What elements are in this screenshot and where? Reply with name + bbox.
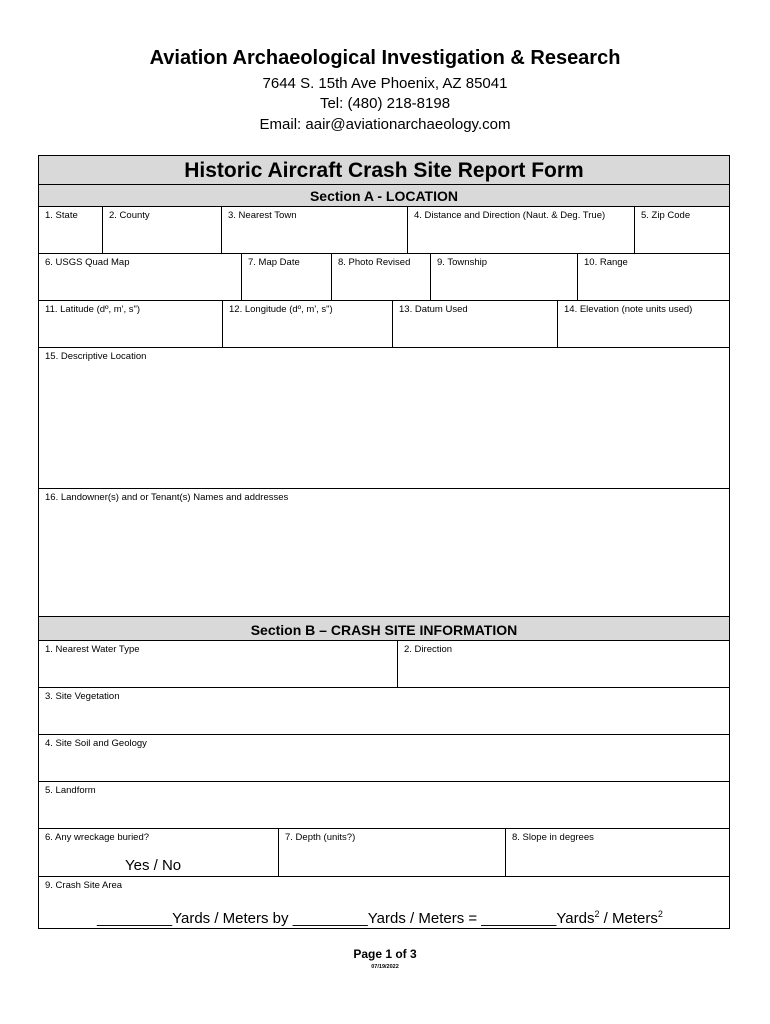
area-text-2: Yards / Meters = xyxy=(367,910,482,927)
wreckage-row xyxy=(39,829,729,877)
zip-code-label: 5. Zip Code xyxy=(641,210,691,221)
organization-email: Email: aair@aviationarchaeology.com xyxy=(259,116,511,133)
direction-label: 2. Direction xyxy=(404,644,453,655)
nearest-town-field[interactable] xyxy=(221,207,407,253)
elevation-field[interactable] xyxy=(557,301,729,347)
slope-label: 8. Slope in degrees xyxy=(512,832,594,843)
crash-area-row xyxy=(39,877,729,929)
county-field[interactable] xyxy=(102,207,221,253)
distance-direction-field[interactable] xyxy=(407,207,634,253)
landform-field[interactable] xyxy=(39,782,729,828)
vegetation-row xyxy=(39,688,729,735)
county-label: 2. County xyxy=(109,210,150,221)
longitude-field[interactable] xyxy=(222,301,392,347)
soil-row xyxy=(39,735,729,782)
area-blank-3[interactable]: _________ xyxy=(481,910,557,927)
section-a-heading: Section A - LOCATION xyxy=(39,185,729,207)
site-soil-label: 4. Site Soil and Geology xyxy=(45,738,147,749)
location-row-3 xyxy=(39,301,729,348)
map-date-label: 7. Map Date xyxy=(248,257,300,268)
photo-revised-field[interactable] xyxy=(331,254,430,300)
yes-no-choice[interactable]: Yes / No xyxy=(125,857,182,874)
datum-used-field[interactable] xyxy=(392,301,557,347)
crash-site-area-label: 9. Crash Site Area xyxy=(45,880,123,891)
elevation-label: 14. Elevation (note units used) xyxy=(564,304,693,315)
water-row xyxy=(39,641,729,688)
area-text-4: / Meters xyxy=(599,910,658,927)
form-title: Historic Aircraft Crash Site Report Form xyxy=(39,156,729,185)
photo-revised-label: 8. Photo Revised xyxy=(338,257,411,268)
township-field[interactable] xyxy=(430,254,577,300)
location-row-2 xyxy=(39,254,729,301)
site-soil-field[interactable] xyxy=(39,735,729,781)
site-vegetation-field[interactable] xyxy=(39,688,729,734)
state-field[interactable] xyxy=(39,207,102,253)
landform-label: 5. Landform xyxy=(45,785,96,796)
area-blank-2[interactable]: _________ xyxy=(292,910,368,927)
slope-field[interactable] xyxy=(505,829,729,876)
longitude-label: 12. Longitude (dº, m', s") xyxy=(229,304,333,315)
descriptive-location-field[interactable] xyxy=(39,348,729,488)
state-label: 1. State xyxy=(45,210,78,221)
revision-date: 07/19/2022 xyxy=(371,964,399,970)
area-blank-1[interactable]: _________ xyxy=(97,910,173,927)
nearest-town-label: 3. Nearest Town xyxy=(228,210,297,221)
descriptive-location-row xyxy=(39,348,729,489)
square-superscript-2: 2 xyxy=(657,909,663,919)
depth-label: 7. Depth (units?) xyxy=(285,832,356,843)
range-label: 10. Range xyxy=(584,257,628,268)
crash-site-area-line xyxy=(97,909,663,927)
latitude-field[interactable] xyxy=(39,301,222,347)
descriptive-location-label: 15. Descriptive Location xyxy=(45,351,147,362)
landform-row xyxy=(39,782,729,829)
usgs-quad-map-field[interactable] xyxy=(39,254,241,300)
landowners-field[interactable] xyxy=(39,489,729,616)
organization-phone: Tel: (480) 218-8198 xyxy=(319,95,451,112)
site-vegetation-label: 3. Site Vegetation xyxy=(45,691,120,702)
organization-address: 7644 S. 15th Ave Phoenix, AZ 85041 xyxy=(262,75,508,92)
datum-used-label: 13. Datum Used xyxy=(399,304,468,315)
square-superscript-1: 2 xyxy=(594,909,600,919)
depth-field[interactable] xyxy=(278,829,505,876)
crash-site-area-field[interactable] xyxy=(39,877,729,929)
wreckage-buried-label: 6. Any wreckage buried? xyxy=(45,832,150,843)
organization-name: Aviation Archaeological Investigation & Research xyxy=(149,47,621,69)
township-label: 9. Township xyxy=(437,257,487,268)
area-text-3: Yards xyxy=(556,910,595,927)
landowners-label: 16. Landowner(s) and or Tenant(s) Names and addresses xyxy=(45,492,289,503)
usgs-quad-map-label: 6. USGS Quad Map xyxy=(45,257,130,268)
crash-site-report-form xyxy=(38,155,730,929)
location-row-1 xyxy=(39,207,729,254)
nearest-water-type-field[interactable] xyxy=(39,641,397,687)
section-b-heading: Section B – CRASH SITE INFORMATION xyxy=(39,617,729,641)
distance-direction-label: 4. Distance and Direction (Naut. & Deg. True) xyxy=(414,210,606,221)
area-text-1: Yards / Meters by xyxy=(172,910,293,927)
page-number: Page 1 of 3 xyxy=(353,947,417,961)
landowners-row xyxy=(39,489,729,617)
map-date-field[interactable] xyxy=(241,254,331,300)
nearest-water-type-label: 1. Nearest Water Type xyxy=(45,644,140,655)
zip-code-field[interactable] xyxy=(634,207,729,253)
range-field[interactable] xyxy=(577,254,729,300)
wreckage-buried-field[interactable] xyxy=(39,829,278,876)
direction-field[interactable] xyxy=(397,641,729,687)
latitude-label: 11. Latitude (dº, m', s") xyxy=(45,304,141,315)
